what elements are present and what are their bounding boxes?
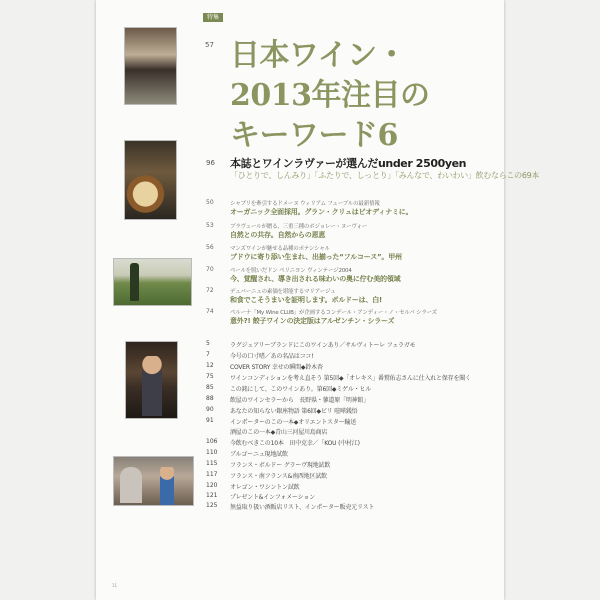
second-feature-headline: 本誌とワインラヴァーが選んだunder 2500yen: [230, 157, 467, 170]
list-item[interactable]: [0, 482, 600, 491]
feature-kicker: マンズワインが魅せる品種のポテンシャル: [230, 246, 330, 252]
item-title: フランス・ボルドー グラーヴ現地試飲: [230, 462, 331, 469]
feature-entry[interactable]: [0, 266, 600, 286]
item-page: 12: [206, 362, 214, 369]
item-page: 88: [206, 395, 214, 402]
item-page: 120: [206, 482, 218, 489]
item-page: 125: [206, 502, 218, 509]
item-page: 121: [206, 492, 218, 499]
list-item[interactable]: [0, 492, 600, 501]
list-item[interactable]: [0, 417, 600, 426]
feature-kicker: ブラヴュールが贈る、三重三種のボジョレー・ヌーヴォー: [230, 224, 368, 230]
cover-title-line: 2013年注目の: [230, 78, 430, 113]
cover-title-line: 日本ワイン・: [230, 38, 407, 73]
feature-page: 74: [206, 308, 214, 315]
list-item[interactable]: [0, 438, 600, 447]
cover-title: [230, 36, 470, 156]
item-title: この銘にして、このワインあり。第6回◆ミゲル・ヒル: [230, 386, 372, 393]
item-title: 飲屋のワインセラーから 長野県・蓼道原「明神館」: [230, 397, 370, 404]
item-title: 今飲むべきこの10本 田中克幸／「KOU (中村江): [230, 440, 360, 447]
feature-page: 53: [206, 222, 214, 229]
list-item[interactable]: [0, 460, 600, 469]
item-title: 酒屋のこの一本◆青山三河屋川島商店: [230, 429, 328, 436]
item-title: ラグジュアリーブランドにこのワインあり／サルヴィトーレ フェラガモ: [230, 342, 416, 349]
feature-headline: 意外?! 餃子ワインの決定版はアルゼンチン・シラーズ: [230, 317, 395, 325]
feature-page: 72: [206, 287, 214, 294]
list-item[interactable]: [0, 449, 600, 458]
item-page: 85: [206, 384, 214, 391]
item-page: 91: [206, 417, 214, 424]
list-item[interactable]: [0, 406, 600, 415]
list-item[interactable]: [0, 362, 600, 371]
item-title: ワインコンディションを考え直そう 第5回◆「オレキス」番鷲佑志さんに仕入れと保存を聞く: [230, 375, 471, 382]
feature-kicker: ペルーナ「My Wine CLUB」が企画するコンデール・アンディー・ノ・セルバ シラーズ: [230, 310, 437, 316]
feature-entry[interactable]: [0, 244, 600, 264]
second-feature-page-number: 96: [206, 159, 215, 167]
feature-entry[interactable]: [0, 287, 600, 307]
list-item[interactable]: [0, 373, 600, 382]
list-item[interactable]: [0, 351, 600, 360]
list-item[interactable]: [0, 395, 600, 404]
list-item[interactable]: [0, 384, 600, 393]
feature-page: 70: [206, 266, 214, 273]
item-title: COVER STORY 幸せの瞬間◆鈴木杏: [230, 364, 323, 371]
item-title: あなたの知らない銀座物語 第6回◆ビリ 喧嘩銭悟: [230, 408, 358, 415]
list-item[interactable]: [0, 427, 600, 436]
feature-headline: 自然との共存。自然からの恩恵: [230, 231, 326, 239]
item-title: ブルゴーニュ現地試飲: [230, 451, 288, 458]
item-page: 7: [206, 351, 210, 358]
list-item[interactable]: [0, 502, 600, 511]
item-page: 117: [206, 471, 218, 478]
item-title: 今号の口寸嗜／あの名品はココ!: [230, 353, 314, 360]
feature-page: 56: [206, 244, 214, 251]
item-page: 5: [206, 340, 210, 347]
item-title: オレゴン・ワシントン試飲: [230, 484, 300, 491]
item-page: 110: [206, 449, 218, 456]
feature-entry[interactable]: [0, 199, 600, 219]
feature-tag: 特集: [203, 13, 223, 22]
item-page: 115: [206, 460, 218, 467]
feature-kicker: シャブリを牽引するドメーヌ ウィリアム フェーブルの最新情報: [230, 201, 380, 207]
feature-entry[interactable]: [0, 308, 600, 328]
feature-headline: オーガニック全面採用。グラン・クリュはビオディナミに。: [230, 208, 413, 216]
feature-headline: 和食でこそうまいを証明します。ボルドーは、白!: [230, 296, 383, 304]
feature-page: 50: [206, 199, 214, 206]
list-item[interactable]: [0, 471, 600, 480]
page-footer-number: 11: [112, 583, 118, 588]
item-page: 106: [206, 438, 218, 445]
feature-headline: ブドウに寄り添い生まれ、出揃った“フルコース”。甲州: [230, 253, 402, 261]
item-title: インポーターのこの一本◆オリエントスター輸送: [230, 419, 357, 426]
feature-entry[interactable]: [0, 222, 600, 242]
list-item[interactable]: [0, 340, 600, 349]
chef-photo: [124, 27, 177, 105]
item-title: 無益取り扱い酒販店リスト、インポーター販売元リスト: [230, 504, 375, 511]
cover-title-line: キーワード6: [230, 118, 398, 153]
feature-headline: 今、覚醒され、導き出される味わいの奥に佇む美的領域: [230, 275, 401, 283]
item-title: プレゼント&インフォメーション: [230, 494, 315, 501]
item-page: 75: [206, 373, 214, 380]
item-title: フランス・南フランス&南西地区試飲: [230, 473, 327, 480]
cover-page-number: 57: [205, 41, 214, 49]
feature-kicker: デュバーニュの素価を堪能するマリアージュ: [230, 289, 336, 295]
second-feature-subline: 「ひとりで、しんみり」「ふたりで、しっとり」「みんなで、わいわい」飲むならこの69本: [230, 171, 540, 180]
item-page: 90: [206, 406, 214, 413]
feature-kicker: ペールを脱いだドン ペリニヨン ヴィンテージ2004: [230, 268, 352, 274]
